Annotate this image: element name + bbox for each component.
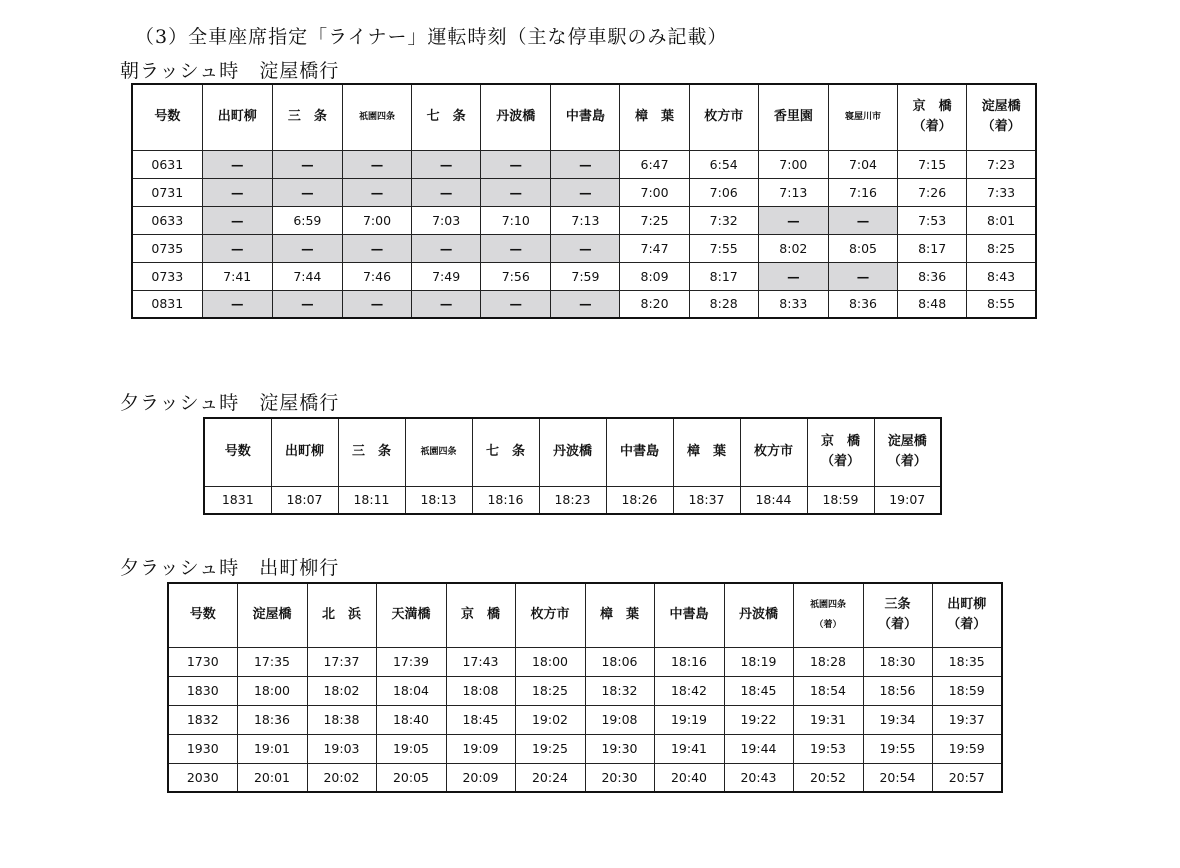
time-cell: 19:59 <box>932 734 1002 763</box>
column-header <box>338 418 405 486</box>
time-cell: 19:01 <box>237 734 307 763</box>
time-cell: 18:40 <box>376 705 446 734</box>
column-header <box>412 84 481 150</box>
time-cell: 18:36 <box>237 705 307 734</box>
time-cell: 19:22 <box>724 705 793 734</box>
column-header-label: 丹波橋 <box>496 109 536 125</box>
time-cell: 7:33 <box>967 178 1036 206</box>
time-cell: 7:00 <box>758 150 828 178</box>
time-cell: — <box>272 234 342 262</box>
column-header <box>515 583 585 647</box>
time-cell: — <box>202 206 272 234</box>
column-header <box>898 84 967 150</box>
time-cell: 8:36 <box>828 290 897 318</box>
arrival-note: （着） <box>947 617 987 633</box>
time-cell: 20:09 <box>446 763 515 792</box>
time-cell: — <box>342 150 411 178</box>
time-cell: 6:59 <box>272 206 342 234</box>
time-cell: 20:05 <box>376 763 446 792</box>
time-cell: 17:35 <box>237 647 307 676</box>
time-cell: 18:25 <box>515 676 585 705</box>
time-cell: 18:32 <box>585 676 654 705</box>
table-row <box>168 705 1002 734</box>
column-header-label: 号数 <box>189 607 216 623</box>
time-cell: 7:44 <box>272 262 342 290</box>
time-cell: 20:30 <box>585 763 654 792</box>
time-cell: 7:10 <box>481 206 551 234</box>
time-cell: 7:26 <box>898 178 967 206</box>
time-cell: 20:01 <box>237 763 307 792</box>
column-header <box>654 583 724 647</box>
table-row <box>132 262 1036 290</box>
column-header-label: 寝屋川市 <box>844 112 881 123</box>
time-cell: — <box>342 178 411 206</box>
time-cell: 18:45 <box>724 676 793 705</box>
table-row <box>168 763 1002 792</box>
column-header <box>539 418 606 486</box>
time-cell: — <box>481 150 551 178</box>
time-cell: 8:43 <box>967 262 1036 290</box>
time-cell: 7:56 <box>481 262 551 290</box>
column-header <box>472 418 539 486</box>
time-cell: 18:08 <box>446 676 515 705</box>
train-number-cell: 0633 <box>132 206 202 234</box>
time-cell: 19:37 <box>932 705 1002 734</box>
column-header-label: 天満橋 <box>391 607 431 623</box>
evening-demachiyanagi-timetable <box>167 582 1003 793</box>
column-header-label: 出町柳 <box>284 444 324 460</box>
time-cell: — <box>342 234 411 262</box>
column-header <box>342 84 411 150</box>
time-cell: 8:02 <box>758 234 828 262</box>
table-row <box>132 150 1036 178</box>
time-cell: 19:08 <box>585 705 654 734</box>
column-header <box>967 84 1036 150</box>
train-number-cell: 0733 <box>132 262 202 290</box>
column-header-label: 淀屋橋 <box>252 607 292 623</box>
column-header <box>132 84 202 150</box>
time-cell: — <box>551 150 620 178</box>
time-cell: 19:31 <box>793 705 863 734</box>
arrival-note: （着） <box>877 617 917 633</box>
time-cell: — <box>412 150 481 178</box>
column-header-label: 樟 葉 <box>599 607 639 623</box>
time-cell: 7:00 <box>620 178 689 206</box>
train-number-cell: 1730 <box>168 647 237 676</box>
table-row <box>168 734 1002 763</box>
time-cell: — <box>202 234 272 262</box>
arrival-note: （着） <box>887 454 927 470</box>
time-cell: — <box>412 234 481 262</box>
time-cell: 17:37 <box>307 647 376 676</box>
time-cell: 18:11 <box>338 486 405 514</box>
time-cell: 7:23 <box>967 150 1036 178</box>
time-cell: 18:59 <box>932 676 1002 705</box>
time-cell: — <box>272 178 342 206</box>
column-header <box>874 418 941 486</box>
time-cell: 18:26 <box>606 486 673 514</box>
time-cell: — <box>272 290 342 318</box>
time-cell: 19:19 <box>654 705 724 734</box>
time-cell: 18:37 <box>673 486 740 514</box>
column-header <box>446 583 515 647</box>
time-cell: 18:07 <box>271 486 338 514</box>
time-cell: 19:53 <box>793 734 863 763</box>
column-header-label: 北 浜 <box>321 607 361 623</box>
time-cell: 7:04 <box>828 150 897 178</box>
train-number-cell: 1831 <box>204 486 271 514</box>
time-cell: 8:05 <box>828 234 897 262</box>
column-header <box>481 84 551 150</box>
column-header <box>673 418 740 486</box>
column-header <box>807 418 874 486</box>
column-header-label: 三 条 <box>351 444 391 460</box>
time-cell: 8:17 <box>898 234 967 262</box>
table-row <box>132 290 1036 318</box>
column-header-label: 七 条 <box>426 109 466 125</box>
time-cell: 18:35 <box>932 647 1002 676</box>
column-header <box>307 583 376 647</box>
time-cell: 19:07 <box>874 486 941 514</box>
train-number-cell: 0631 <box>132 150 202 178</box>
time-cell: 7:00 <box>342 206 411 234</box>
time-cell: 20:54 <box>863 763 932 792</box>
time-cell: 18:28 <box>793 647 863 676</box>
time-cell: 17:39 <box>376 647 446 676</box>
morning-section-label: 朝ラッシュ時 淀屋橋行 <box>120 60 340 82</box>
column-header-label: 号数 <box>154 109 181 125</box>
time-cell: 19:44 <box>724 734 793 763</box>
column-header <box>202 84 272 150</box>
table-row <box>168 676 1002 705</box>
column-header-label: 香里園 <box>773 109 813 125</box>
time-cell: — <box>551 290 620 318</box>
time-cell: 18:13 <box>405 486 472 514</box>
time-cell: 7:49 <box>412 262 481 290</box>
column-header <box>237 583 307 647</box>
time-cell: 8:55 <box>967 290 1036 318</box>
time-cell: 18:06 <box>585 647 654 676</box>
time-cell: 7:47 <box>620 234 689 262</box>
time-cell: 18:45 <box>446 705 515 734</box>
morning-timetable <box>131 83 1037 319</box>
time-cell: 18:38 <box>307 705 376 734</box>
time-cell: 7:13 <box>551 206 620 234</box>
time-cell: 20:52 <box>793 763 863 792</box>
time-cell: 18:42 <box>654 676 724 705</box>
time-cell: 7:46 <box>342 262 411 290</box>
column-header-label: 枚方市 <box>753 444 793 460</box>
time-cell: 18:16 <box>472 486 539 514</box>
column-header <box>271 418 338 486</box>
time-cell: 6:47 <box>620 150 689 178</box>
time-cell: 18:44 <box>740 486 807 514</box>
time-cell: 8:33 <box>758 290 828 318</box>
time-cell: 7:53 <box>898 206 967 234</box>
evening-yodoyabashi-section-label: 夕ラッシュ時 淀屋橋行 <box>120 392 340 414</box>
train-number-cell: 0735 <box>132 234 202 262</box>
arrival-note: （着） <box>814 620 842 631</box>
column-header-label: 出町柳 <box>947 597 987 613</box>
arrival-note: （着） <box>820 454 860 470</box>
column-header-label: 京 橋 <box>460 607 500 623</box>
table-row <box>204 486 941 514</box>
column-header <box>758 84 828 150</box>
time-cell: 18:04 <box>376 676 446 705</box>
time-cell: 8:28 <box>689 290 758 318</box>
time-cell: — <box>412 178 481 206</box>
time-cell: 7:06 <box>689 178 758 206</box>
time-cell: 20:57 <box>932 763 1002 792</box>
time-cell: 18:56 <box>863 676 932 705</box>
time-cell: 8:25 <box>967 234 1036 262</box>
column-header <box>204 418 271 486</box>
column-header-label: 祇園四条 <box>809 600 846 611</box>
column-header <box>828 84 897 150</box>
column-header <box>863 583 932 647</box>
column-header-label: 淀屋橋 <box>981 99 1021 115</box>
evening-yodoyabashi-timetable <box>203 417 942 515</box>
time-cell: — <box>202 290 272 318</box>
time-cell: 18:16 <box>654 647 724 676</box>
time-cell: 18:23 <box>539 486 606 514</box>
time-cell: 7:03 <box>412 206 481 234</box>
time-cell: 20:40 <box>654 763 724 792</box>
column-header <box>689 84 758 150</box>
column-header <box>606 418 673 486</box>
column-header <box>724 583 793 647</box>
time-cell: 8:36 <box>898 262 967 290</box>
column-header-label: 中書島 <box>669 607 709 623</box>
time-cell: 19:30 <box>585 734 654 763</box>
time-cell: — <box>272 150 342 178</box>
evening-demachiyanagi-section-label: 夕ラッシュ時 出町柳行 <box>120 557 340 579</box>
train-number-cell: 1930 <box>168 734 237 763</box>
column-header <box>585 583 654 647</box>
table-row <box>132 234 1036 262</box>
train-number-cell: 0831 <box>132 290 202 318</box>
time-cell: 20:43 <box>724 763 793 792</box>
column-header-label: 号数 <box>224 444 251 460</box>
table-row <box>132 178 1036 206</box>
column-header <box>932 583 1002 647</box>
time-cell: 18:30 <box>863 647 932 676</box>
time-cell: 18:19 <box>724 647 793 676</box>
time-cell: — <box>551 178 620 206</box>
column-header-label: 祇園四条 <box>358 112 395 123</box>
column-header-label: 枚方市 <box>704 109 744 125</box>
time-cell: 6:54 <box>689 150 758 178</box>
column-header <box>272 84 342 150</box>
time-cell: — <box>758 262 828 290</box>
time-cell: 7:13 <box>758 178 828 206</box>
column-header <box>376 583 446 647</box>
time-cell: 17:43 <box>446 647 515 676</box>
time-cell: 7:55 <box>689 234 758 262</box>
time-cell: — <box>481 178 551 206</box>
time-cell: 18:00 <box>515 647 585 676</box>
column-header-label: 枚方市 <box>530 607 570 623</box>
column-header-label: 淀屋橋 <box>887 434 927 450</box>
time-cell: 18:00 <box>237 676 307 705</box>
time-cell: — <box>342 290 411 318</box>
time-cell: — <box>481 234 551 262</box>
train-number-cell: 0731 <box>132 178 202 206</box>
train-number-cell: 1832 <box>168 705 237 734</box>
time-cell: — <box>481 290 551 318</box>
column-header <box>551 84 620 150</box>
time-cell: 19:25 <box>515 734 585 763</box>
time-cell: 7:15 <box>898 150 967 178</box>
time-cell: 7:16 <box>828 178 897 206</box>
column-header <box>168 583 237 647</box>
time-cell: 19:03 <box>307 734 376 763</box>
table-row <box>168 647 1002 676</box>
column-header-label: 祇園四条 <box>420 447 457 458</box>
column-header-label: 樟 葉 <box>635 109 675 125</box>
train-number-cell: 2030 <box>168 763 237 792</box>
column-header-label: 京 橋 <box>820 434 860 450</box>
train-number-cell: 1830 <box>168 676 237 705</box>
column-header-label: 丹波橋 <box>552 444 592 460</box>
column-header <box>620 84 689 150</box>
time-cell: 19:02 <box>515 705 585 734</box>
time-cell: 7:32 <box>689 206 758 234</box>
column-header-label: 中書島 <box>619 444 659 460</box>
time-cell: 19:41 <box>654 734 724 763</box>
arrival-note: （着） <box>981 119 1021 135</box>
page-heading: （3）全車座席指定「ライナー」運転時刻（主な停車駅のみ記載） <box>135 26 728 48</box>
time-cell: 20:02 <box>307 763 376 792</box>
column-header-label: 中書島 <box>565 109 605 125</box>
time-cell: — <box>202 150 272 178</box>
time-cell: 18:02 <box>307 676 376 705</box>
time-cell: — <box>412 290 481 318</box>
time-cell: — <box>551 234 620 262</box>
time-cell: — <box>828 206 897 234</box>
column-header-label: 丹波橋 <box>738 607 778 623</box>
column-header <box>793 583 863 647</box>
column-header-label: 樟 葉 <box>686 444 726 460</box>
time-cell: 20:24 <box>515 763 585 792</box>
time-cell: 19:34 <box>863 705 932 734</box>
column-header-label: 京 橋 <box>912 99 952 115</box>
time-cell: 8:48 <box>898 290 967 318</box>
time-cell: — <box>758 206 828 234</box>
column-header-label: 三条 <box>884 597 911 613</box>
time-cell: 8:20 <box>620 290 689 318</box>
time-cell: 18:54 <box>793 676 863 705</box>
time-cell: 7:41 <box>202 262 272 290</box>
time-cell: 8:17 <box>689 262 758 290</box>
column-header-label: 七 条 <box>485 444 525 460</box>
time-cell: 18:59 <box>807 486 874 514</box>
time-cell: 8:09 <box>620 262 689 290</box>
time-cell: — <box>202 178 272 206</box>
table-row <box>132 206 1036 234</box>
time-cell: 8:01 <box>967 206 1036 234</box>
time-cell: 19:55 <box>863 734 932 763</box>
time-cell: — <box>828 262 897 290</box>
column-header-label: 三 条 <box>287 109 327 125</box>
column-header <box>740 418 807 486</box>
time-cell: 7:25 <box>620 206 689 234</box>
time-cell: 19:09 <box>446 734 515 763</box>
time-cell: 19:05 <box>376 734 446 763</box>
column-header <box>405 418 472 486</box>
time-cell: 7:59 <box>551 262 620 290</box>
column-header-label: 出町柳 <box>217 109 257 125</box>
arrival-note: （着） <box>912 119 952 135</box>
